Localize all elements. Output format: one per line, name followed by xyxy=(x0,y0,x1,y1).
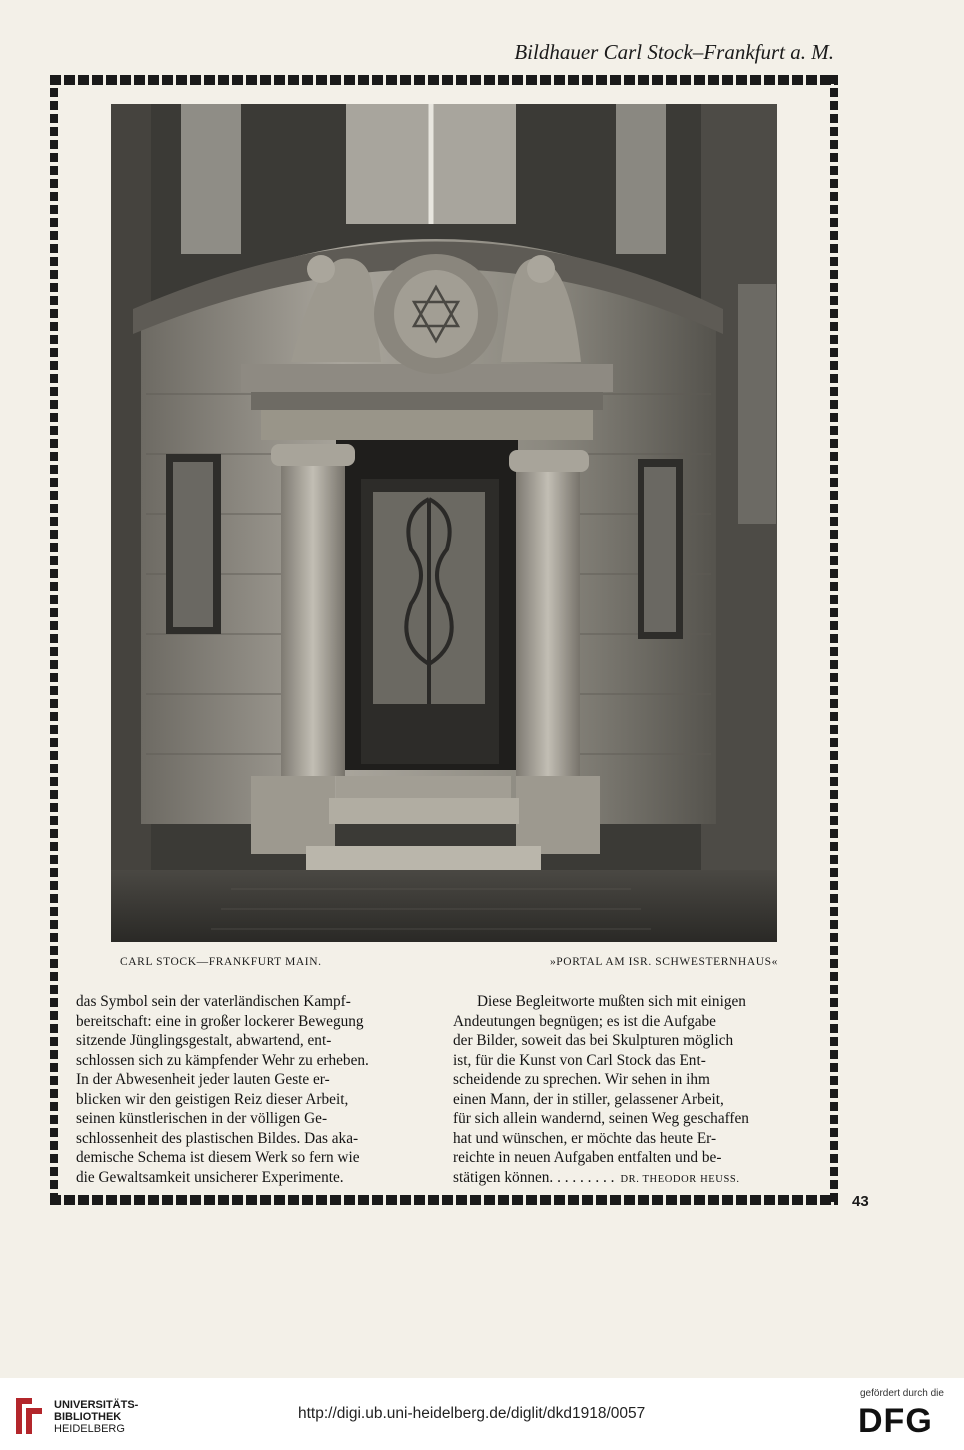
university-library-logo-icon xyxy=(10,1394,48,1438)
text-line: sitzende Jünglingsgestalt, abwartend, ent- xyxy=(76,1032,332,1049)
decorative-border-bottom xyxy=(50,1195,838,1205)
decorative-border-top xyxy=(50,75,838,85)
text-line: In der Abwesenheit jeder lauten Geste er- xyxy=(76,1071,330,1088)
text-line: reichte in neuen Aufgaben entfalten und be- xyxy=(453,1149,722,1166)
page-number: 43 xyxy=(852,1193,869,1210)
text-line: einen Mann, der in stiller, gelassener Arbeit, xyxy=(453,1090,724,1108)
library-line: UNIVERSITÄTS- xyxy=(54,1399,139,1411)
photo-caption-artist: CARL STOCK—FRANKFURT MAIN. xyxy=(120,956,322,968)
permalink-url[interactable]: http://digi.ub.uni-heidelberg.de/diglit/dkd1918/0057 xyxy=(298,1405,646,1422)
text-line: scheidende zu sprechen. Wir sehen in ihm xyxy=(453,1071,710,1088)
text-line: ist, für die Kunst von Carl Stock das Ent- xyxy=(453,1051,706,1069)
text-line: blicken wir den geistigen Reiz dieser Arbeit, xyxy=(76,1090,349,1108)
text-line: Diese Begleitworte mußten sich mit einigen xyxy=(477,993,746,1010)
portal-photograph xyxy=(111,104,777,942)
library-line: HEIDELBERG xyxy=(54,1423,125,1435)
text-line: hat und wünschen, er möchte das heute Er- xyxy=(453,1129,717,1147)
decorative-border-right xyxy=(830,75,838,1205)
closing-text: stätigen können. . . . . . . . . xyxy=(453,1168,615,1186)
article-column-right xyxy=(453,992,809,1189)
text-line: für sich allein wandernd, seinen Weg geschaffen xyxy=(453,1110,749,1127)
text-line: schlossenheit des plastischen Bildes. Das aka- xyxy=(76,1129,359,1147)
digitization-footer xyxy=(0,1378,964,1450)
dfg-logo: DFG xyxy=(858,1402,933,1440)
photo-caption-title: »PORTAL AM ISR. SCHWESTERNHAUS« xyxy=(549,956,778,968)
text-line: das Symbol sein der vaterländischen Kampf- xyxy=(76,993,351,1010)
text-line: die Gewaltsamkeit unsicherer Experimente. xyxy=(76,1168,344,1186)
text-line: bereitschaft: eine in großer lockerer Bewegung xyxy=(76,1012,364,1030)
sponsor-label: gefördert durch die xyxy=(860,1388,944,1399)
text-line: der Bilder, soweit das bei Skulpturen möglich xyxy=(453,1032,734,1049)
article-column-left xyxy=(76,992,432,1187)
decorative-border-left xyxy=(50,75,58,1205)
library-line: BIBLIOTHEK xyxy=(54,1411,122,1423)
text-line: demische Schema ist diesem Werk so fern wie xyxy=(76,1149,360,1166)
running-head: Bildhauer Carl Stock–Frankfurt a. M. xyxy=(514,40,834,64)
university-library-name xyxy=(54,1399,138,1435)
text-line: Andeutungen begnügen; es ist die Aufgabe xyxy=(453,1012,716,1030)
text-line: schlossen sich zu kämpfender Wehr zu erheben. xyxy=(76,1051,369,1069)
text-line: seinen künstlerischen in der völligen Ge- xyxy=(76,1110,328,1127)
closing-line xyxy=(453,1168,809,1190)
author-signature: DR. THEODOR HEUSS. xyxy=(620,1173,740,1185)
